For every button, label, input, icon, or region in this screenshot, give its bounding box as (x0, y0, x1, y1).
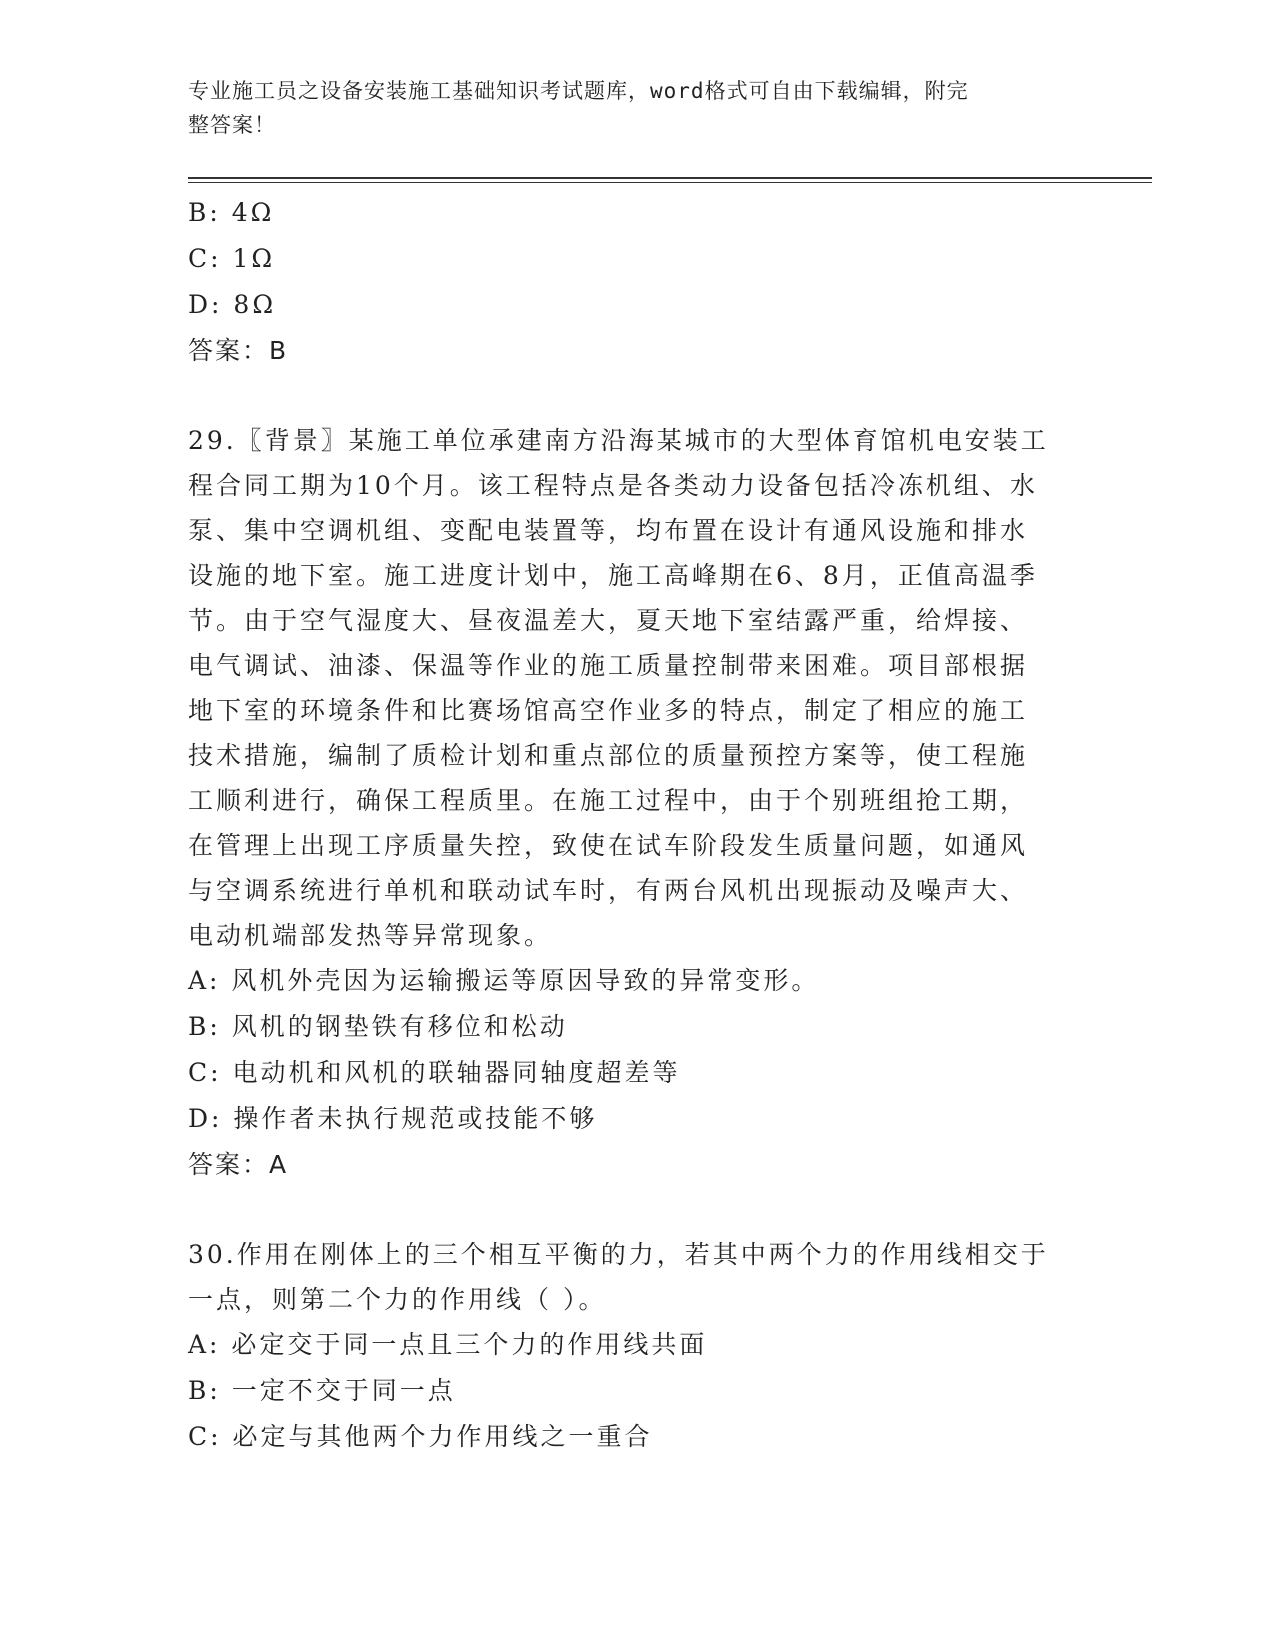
question-29-line: 与空调系统进行单机和联动试车时，有两台风机出现振动及噪声大、 (188, 876, 1029, 905)
option-c: C: 电动机和风机的联轴器同轴度超差等 (188, 1058, 681, 1087)
question-29-line: 电动机端部发热等异常现象。 (188, 921, 553, 950)
question-29-line: 在管理上出现工序质量失控，致使在试车阶段发生质量问题，如通风 (188, 831, 1029, 860)
question-29-line: 29.〖背景〗某施工单位承建南方沿海某城市的大型体育馆机电安装工 (188, 426, 1049, 455)
option-b: B: 一定不交于同一点 (188, 1376, 456, 1405)
question-30-line: 30.作用在刚体上的三个相互平衡的力，若其中两个力的作用线相交于 (188, 1240, 1049, 1269)
option-b: B: 风机的钢垫铁有移位和松动 (188, 1012, 568, 1041)
header-line-1: 专业施工员之设备安装施工基础知识考试题库，word格式可自由下载编辑，附完 (188, 79, 969, 103)
question-29-options (188, 958, 1068, 1142)
option-c: C: 必定与其他两个力作用线之一重合 (188, 1422, 653, 1451)
question-29-line: 技术措施，编制了质检计划和重点部位的质量预控方案等，使工程施 (188, 741, 1029, 770)
question-29-line: 泵、集中空调机组、变配电装置等，均布置在设计有通风设施和排水 (188, 516, 1029, 545)
question-30-stem (188, 1232, 1068, 1322)
question-30-options (188, 1322, 1068, 1460)
question-29-line: 地下室的环境条件和比赛场馆高空作业多的特点，制定了相应的施工 (188, 696, 1029, 725)
option-d: D: 8Ω (188, 290, 277, 319)
header-divider-thick (188, 177, 1152, 179)
document-body (188, 190, 1068, 1460)
header-line-2: 整答案！ (188, 113, 276, 137)
spacer (188, 374, 1068, 418)
question-29-stem (188, 418, 1068, 958)
document-header (188, 74, 1068, 142)
question-29-answer: 答案：A (188, 1150, 289, 1179)
header-divider-thin (188, 182, 1152, 183)
question-30-line: 一点，则第二个力的作用线（ ）。 (188, 1285, 607, 1314)
option-d: D: 操作者未执行规范或技能不够 (188, 1104, 598, 1133)
option-b: B: 4Ω (188, 198, 275, 227)
question-29-line: 节。由于空气湿度大、昼夜温差大，夏天地下室结露严重，给焊接、 (188, 606, 1029, 635)
question-29-line: 程合同工期为10个月。该工程特点是各类动力设备包括冷冻机组、水 (188, 471, 1038, 500)
question-29-line: 工顺利进行，确保工程质里。在施工过程中，由于个别班组抢工期， (188, 786, 1029, 815)
prev-question-answer: 答案：B (188, 336, 289, 365)
question-29-line: 设施的地下室。施工进度计划中，施工高峰期在6、8月，正值高温季 (188, 561, 1038, 590)
question-29-line: 电气调试、油漆、保温等作业的施工质量控制带来困难。项目部根据 (188, 651, 1029, 680)
spacer (188, 1188, 1068, 1232)
prev-question-options (188, 190, 1068, 328)
option-c: C: 1Ω (188, 244, 276, 273)
option-a: A: 风机外壳因为运输搬运等原因导致的异常变形。 (188, 966, 820, 995)
option-a: A: 必定交于同一点且三个力的作用线共面 (188, 1330, 708, 1359)
